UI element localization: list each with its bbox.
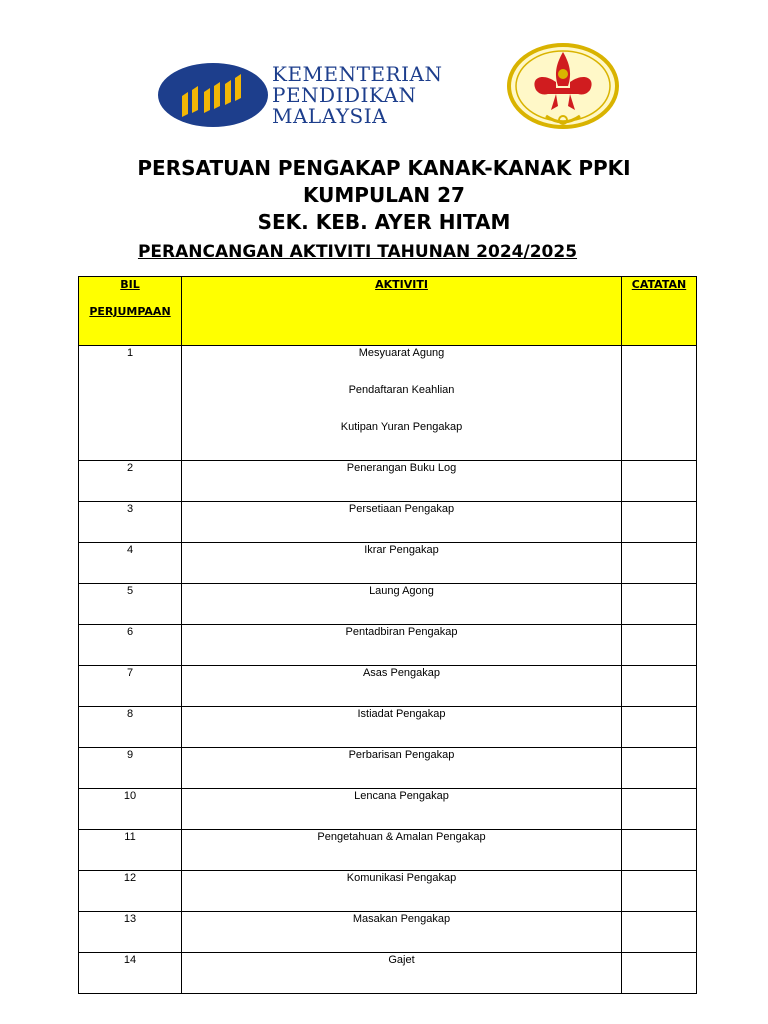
activity-item: Pentadbiran Pengakap: [345, 626, 458, 638]
activity-item: Ikrar Pengakap: [364, 544, 439, 556]
cell-catatan: [622, 502, 697, 543]
table-row: [79, 912, 697, 953]
scout-emblem-icon: [506, 42, 620, 130]
cell-catatan: [622, 912, 697, 953]
logo-banner: [0, 40, 768, 135]
ministry-line-2: PENDIDIKAN: [272, 83, 417, 107]
cell-aktiviti: [182, 346, 622, 461]
column-header-bil-line-2: PERJUMPAAN: [89, 305, 171, 318]
cell-catatan: [622, 830, 697, 871]
document-title: [0, 155, 768, 236]
cell-catatan: [622, 871, 697, 912]
cell-catatan: [622, 748, 697, 789]
activity-item: Lencana Pengakap: [354, 790, 449, 802]
table-row: [79, 871, 697, 912]
table-header-row: [79, 277, 697, 346]
cell-bil: 4: [79, 543, 182, 584]
column-header-catatan-label: CATATAN: [631, 278, 687, 291]
cell-bil: 5: [79, 584, 182, 625]
table-row: [79, 625, 697, 666]
activity-item: Asas Pengakap: [362, 667, 441, 679]
table-row: [79, 830, 697, 871]
activity-item: Penerangan Buku Log: [346, 462, 457, 474]
cell-catatan: [622, 584, 697, 625]
cell-aktiviti: [182, 625, 622, 666]
activity-item: Laung Agong: [369, 585, 434, 597]
activity-item: Pendaftaran Keahlian: [348, 384, 455, 396]
cell-aktiviti: [182, 584, 622, 625]
column-header-aktiviti: [182, 277, 622, 346]
title-line-2: KUMPULAN 27: [303, 183, 465, 207]
table-row: [79, 789, 697, 830]
cell-aktiviti: [182, 912, 622, 953]
ministry-line-1: KEMENTERIAN: [272, 62, 443, 86]
table-row: [79, 953, 697, 994]
table-row: [79, 584, 697, 625]
title-line-1: PERSATUAN PENGAKAP KANAK-KANAK PPKI: [137, 156, 631, 180]
activity-table: [78, 276, 697, 994]
cell-bil: 3: [79, 502, 182, 543]
cell-aktiviti: [182, 789, 622, 830]
cell-catatan: [622, 346, 697, 461]
activity-item: Perbarisan Pengakap: [348, 749, 455, 761]
column-header-bil-line-1: BIL: [120, 278, 140, 291]
table-row: [79, 748, 697, 789]
table-row: [79, 707, 697, 748]
kpm-logo-icon: [157, 62, 269, 128]
cell-bil: 2: [79, 461, 182, 502]
cell-bil: 11: [79, 830, 182, 871]
cell-bil: 9: [79, 748, 182, 789]
table-row: [79, 461, 697, 502]
ministry-wordmark: [272, 64, 442, 127]
activity-item: Komunikasi Pengakap: [346, 872, 457, 884]
cell-catatan: [622, 707, 697, 748]
column-header-aktiviti-label: AKTIVITI: [375, 278, 428, 291]
activity-item: Kutipan Yuran Pengakap: [340, 421, 463, 433]
activity-item: Istiadat Pengakap: [357, 708, 446, 720]
activity-item: Masakan Pengakap: [352, 913, 451, 925]
ministry-line-3: MALAYSIA: [272, 104, 388, 128]
activity-item: Pengetahuan & Amalan Pengakap: [317, 831, 486, 843]
cell-bil: 7: [79, 666, 182, 707]
table-row: [79, 666, 697, 707]
column-header-catatan: [622, 277, 697, 346]
cell-bil: 12: [79, 871, 182, 912]
cell-aktiviti: [182, 830, 622, 871]
document-subtitle: PERANCANGAN AKTIVITI TAHUNAN 2024/2025: [137, 242, 578, 262]
cell-aktiviti: [182, 543, 622, 584]
activity-item: Mesyuarat Agung: [358, 347, 445, 359]
cell-bil: 10: [79, 789, 182, 830]
cell-catatan: [622, 461, 697, 502]
cell-aktiviti: [182, 502, 622, 543]
cell-catatan: [622, 953, 697, 994]
table-row: [79, 502, 697, 543]
cell-catatan: [622, 666, 697, 707]
table-row: [79, 346, 697, 461]
column-header-bil: [79, 277, 182, 346]
cell-bil: 1: [79, 346, 182, 461]
cell-aktiviti: [182, 461, 622, 502]
cell-bil: 14: [79, 953, 182, 994]
activity-item: Persetiaan Pengakap: [348, 503, 455, 515]
cell-aktiviti: [182, 953, 622, 994]
activity-item: Gajet: [388, 954, 415, 966]
cell-aktiviti: [182, 748, 622, 789]
cell-catatan: [622, 789, 697, 830]
cell-catatan: [622, 543, 697, 584]
title-line-3: SEK. KEB. AYER HITAM: [257, 210, 511, 234]
cell-catatan: [622, 625, 697, 666]
cell-bil: 6: [79, 625, 182, 666]
cell-aktiviti: [182, 871, 622, 912]
cell-bil: 8: [79, 707, 182, 748]
cell-bil: 13: [79, 912, 182, 953]
cell-aktiviti: [182, 707, 622, 748]
cell-aktiviti: [182, 666, 622, 707]
table-row: [79, 543, 697, 584]
